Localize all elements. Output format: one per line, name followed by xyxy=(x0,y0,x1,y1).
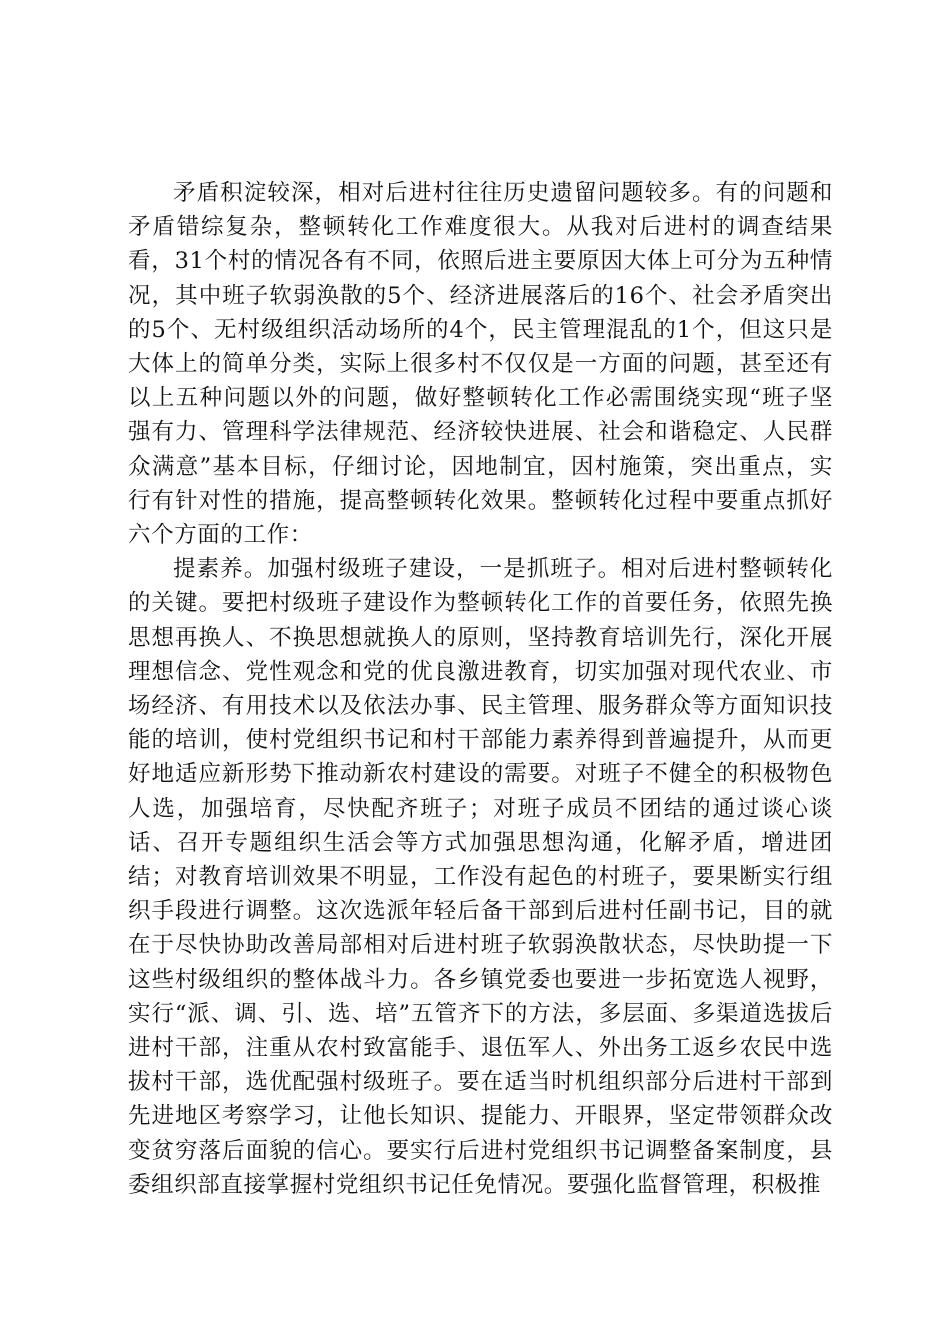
paragraph-1: 矛盾积淀较深，相对后进村往往历史遗留问题较多。有的问题和矛盾错综复杂，整顿转化工作难度很大。从我对后进村的调查结果看，31个村的情况各有不同，依照后进主要原因大体上可分为五种情况，其中班子软弱涣散的5个、经济进展落后的16个、社会矛盾突出的5个、无村级组织活动场所的4个，民主管理混乱的1个，但这只是大体上的简单分类，实际上很多村不仅仅是一方面的问题，甚至还有以上五种问题以外的问题，做好整顿转化工作必需围绕实现“班子坚强有力、管理科学法律规范、经济较快进展、社会和谐稳定、人民群众满意”基本目标，仔细讨论，因地制宜，因村施策，突出重点，实行有针对性的措施，提高整顿转化效果。整顿转化过程中要重点抓好六个方面的工作： xyxy=(128,180,833,549)
document-body xyxy=(128,176,833,1202)
paragraph-2: 提素养。加强村级班子建设，一是抓班子。相对后进村整顿转化的关键。要把村级班子建设作为整顿转化工作的首要任务，依照先换思想再换人、不换思想就换人的原则，坚持教育培训先行，深化开展理想信念、党性观念和党的优良激进教育，切实加强对现代农业、市场经济、有用技术以及依法办事、民主管理、服务群众等方面知识技能的培训，使村党组织书记和村干部能力素养得到普遍提升，从而更好地适应新形势下推动新农村建设的需要。对班子不健全的积极物色人选，加强培育，尽快配齐班子；对班子成员不团结的通过谈心谈话、召开专题组织生活会等方式加强思想沟通，化解矛盾，增进团结；对教育培训效果不明显，工作没有起色的村班子，要果断实行组织手段进行调整。这次选派年轻后备干部到后进村任副书记，目的就在于尽快协助改善局部相对后进村班子软弱涣散状态，尽快助提一下这些村级组织的整体战斗力。各乡镇党委也要进一步拓宽选人视野，实行“派、调、引、选、培”五管齐下的方法，多层面、多渠道选拔后进村干部，注重从农村致富能手、退伍军人、外出务工返乡农民中选拔村干部，选优配强村级班子。要在适当时机组织部分后进村干部到先进地区考察学习，让他长知识、提能力、开眼界，坚定带领群众改变贫穷落后面貌的信心。要实行后进村党组织书记调整备案制度，县委组织部直接掌握村党组织书记任免情况。要强化监督管理，积极推 xyxy=(128,556,833,1198)
